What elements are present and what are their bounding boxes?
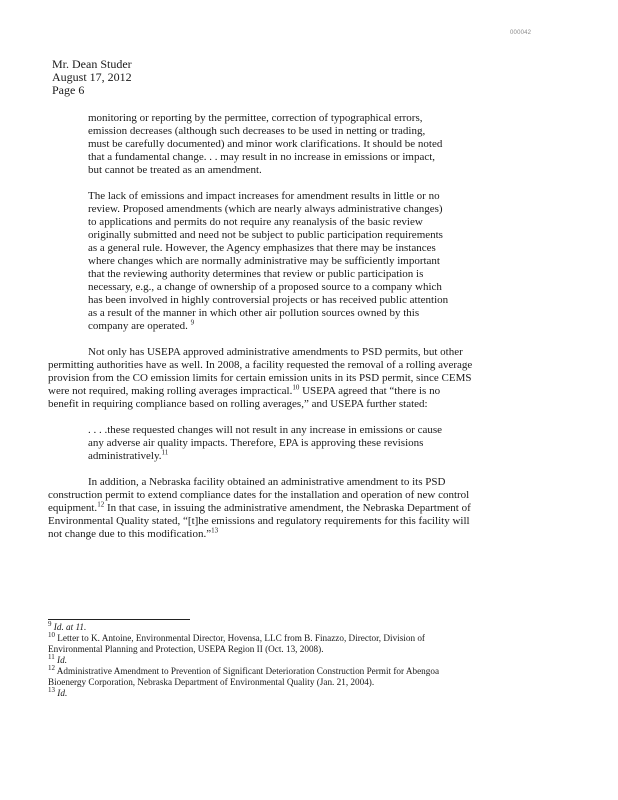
bates-stamp: 000042 [510, 30, 532, 36]
text-line: but cannot be treated as an amendment. [88, 164, 262, 176]
text-line [48, 528, 578, 541]
footnote-ref-10: 10 [292, 383, 300, 392]
footnote-12 [48, 663, 578, 677]
letter-date: August 17, 2012 [52, 70, 132, 84]
text-line: Environmental Quality stated, “[t]he emissions and regulatory requirements for this facility will [48, 515, 470, 527]
footnote-text: Id. at 11. [53, 622, 87, 632]
footnote-ref-12: 12 [97, 500, 105, 509]
footnote-text: Letter to K. Antoine, Environmental Director, Hovensa, LLC from B. Finazzo, Director, Division of [57, 633, 425, 643]
footnote-mark: 9 [48, 619, 52, 628]
footnote-mark: 13 [48, 685, 55, 694]
text-fragment: company are operated. [88, 320, 188, 332]
text-line: necessary, e.g., a change of ownership of a proposed source to a company which [88, 281, 442, 293]
footnote-ref-11: 11 [161, 448, 169, 457]
text-fragment: were not required, making rolling averages impractical. [48, 385, 293, 397]
text-line: monitoring or reporting by the permittee, correction of typographical errors, [88, 112, 423, 124]
text-fragment: In that case, in issuing the administrative amendment, the Nebraska Department of [104, 502, 471, 514]
text-line: In addition, a Nebraska facility obtained an administrative amendment to its PSD [88, 476, 446, 488]
text-line: as a result of the manner in which other air pollution sources owned by this [88, 307, 420, 319]
text-line: that the reviewing authority determines that review or public participation is [88, 268, 424, 280]
block-quote-epa-approval [88, 424, 578, 463]
footnote-10 [48, 630, 578, 644]
block-quote-amendment-review [88, 190, 578, 333]
text-line: has been involved in highly controversial projects or has received public attention [88, 294, 449, 306]
text-line: emission decreases (although such decreases to be used in netting or trading, [88, 125, 426, 137]
footnote-separator [48, 619, 190, 620]
text-line: any adverse air quality impacts. Therefore, EPA is approving these revisions [88, 437, 424, 449]
paragraph-other-authorities [48, 346, 578, 411]
text-line: provision from the CO emission limits for certain emission units in its PSD permit, since CEMS [48, 372, 472, 384]
text-line: . . . .these requested changes will not result in any increase in emissions or cause [88, 424, 443, 436]
footnote-9 [48, 619, 578, 633]
text-line: as a general rule. However, the Agency emphasizes that there may be instances [88, 242, 436, 254]
text-line: where changes which are normally administrative may be sufficiently important [88, 255, 440, 267]
text-line [48, 385, 578, 398]
page-number: Page 6 [52, 83, 85, 97]
text-line: review. Proposed amendments (which are nearly always administrative changes) [88, 203, 443, 215]
text-line: originally submitted and need not be subject to public participation requirements [88, 229, 443, 241]
text-fragment: not change due to this modification.” [48, 528, 212, 540]
text-line: The lack of emissions and impact increases for amendment results in little or no [88, 190, 440, 202]
text-fragment: USEPA agreed that “there is no [299, 385, 441, 397]
footnote-12-cont: Bioenergy Corporation, Nebraska Department of Environmental Quality (Jan. 21, 2004). [48, 677, 375, 687]
recipient-name: Mr. Dean Studer [52, 57, 132, 71]
text-line: permitting authorities have as well. In 2008, a facility requested the removal of a rolling average [48, 359, 473, 371]
footnote-ref-13: 13 [211, 526, 219, 535]
text-line [88, 320, 578, 333]
text-line [88, 450, 578, 463]
footnote-text: Administrative Amendment to Prevention of Significant Deterioration Construction Permit for Abengoa [56, 666, 440, 676]
text-line [48, 502, 578, 515]
text-line: must be carefully documented) and minor work clarifications. It should be noted [88, 138, 443, 150]
paragraph-nebraska-facility [48, 476, 578, 541]
footnote-mark: 11 [48, 652, 55, 661]
text-line: benefit in requiring compliance based on rolling averages,” and USEPA further stated: [48, 398, 428, 410]
footnotes [48, 619, 578, 699]
text-line: construction permit to extend compliance dates for the installation and operation of new control [48, 489, 470, 501]
footnote-ref-9: 9 [190, 318, 195, 327]
footnote-mark: 10 [48, 630, 55, 639]
footnote-text: Id. [57, 688, 68, 698]
text-line: to applications and permits do not require any reanalysis of the basic review [88, 216, 423, 228]
text-fragment: equipment. [48, 502, 98, 514]
footnote-text: Id. [57, 655, 67, 665]
footnote-11 [48, 652, 578, 666]
text-line: Not only has USEPA approved administrative amendments to PSD permits, but other [88, 346, 463, 358]
text-fragment: administratively. [88, 450, 162, 462]
footnote-mark: 12 [48, 663, 55, 672]
letter-header [52, 58, 132, 97]
footnote-13 [48, 685, 578, 699]
text-line: that a fundamental change. . . may result in no increase in emissions or impact, [88, 151, 436, 163]
footnote-10-cont: Environmental Planning and Protection, USEPA Region II (Oct. 13, 2008). [48, 644, 324, 654]
block-quote-continuation [88, 112, 578, 177]
letter-body [48, 112, 578, 554]
